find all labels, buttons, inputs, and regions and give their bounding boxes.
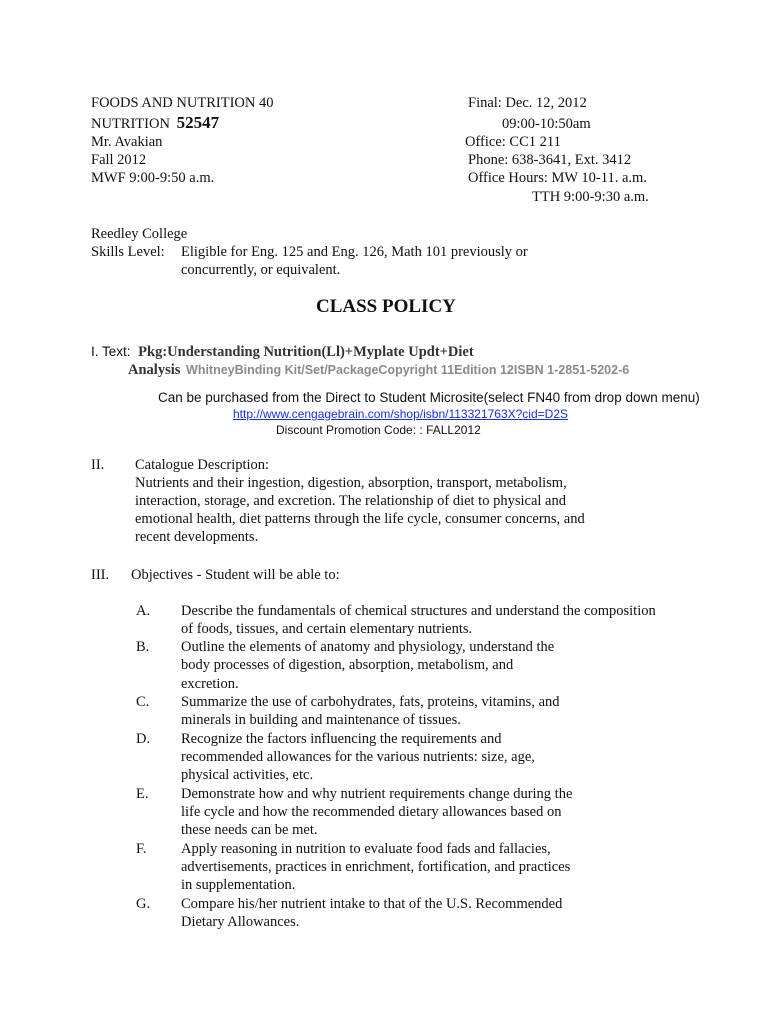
objective-line: these needs can be met. — [181, 822, 318, 838]
catalogue-line: Nutrients and their ingestion, digestion, absorption, transport, metabolism, — [135, 475, 567, 491]
phone: Phone: 638-3641, Ext. 3412 — [468, 152, 632, 168]
cengage-link[interactable]: http://www.cengagebrain.com/shop/isbn/113321763X?cid=D2S — [233, 407, 568, 421]
section-numeral-iii: III. — [91, 567, 110, 583]
objective-line: of foods, tissues, and certain elementary nutrients. — [181, 621, 473, 637]
objective-line: recommended allowances for the various nutrients: size, age, — [181, 749, 535, 765]
objective-line: physical activities, etc. — [181, 767, 314, 783]
college-name: Reedley College — [91, 226, 188, 242]
objective-line: Apply reasoning in nutrition to evaluate food fads and fallacies, — [181, 841, 551, 857]
skills-label: Skills Level: — [91, 244, 165, 260]
objective-line: minerals in building and maintenance of tissues. — [181, 712, 461, 728]
objective-letter: B. — [136, 639, 150, 655]
office-hours: Office Hours: MW 10-11. a.m. — [468, 170, 647, 186]
final-exam-date: Final: Dec. 12, 2012 — [468, 95, 587, 111]
course-title: FOODS AND NUTRITION 40 — [91, 95, 274, 111]
objective-line: life cycle and how the recommended dietary allowances based on — [181, 804, 562, 820]
catalogue-line: interaction, storage, and excretion. The relationship of diet to physical and — [135, 493, 566, 509]
text-line — [91, 343, 474, 361]
office-location: Office: CC1 211 — [465, 134, 561, 150]
office-hours-tth: TTH 9:00-9:30 a.m. — [532, 189, 649, 205]
book-line-2 — [128, 361, 629, 379]
instructor: Mr. Avakian — [91, 134, 163, 150]
purchase-note: Can be purchased from the Direct to Student Microsite(select FN40 from drop down menu) — [158, 390, 700, 405]
text-label: I. Text: — [91, 344, 131, 359]
objective-letter: C. — [136, 694, 150, 710]
objective-letter: A. — [136, 603, 151, 619]
objective-line: Outline the elements of anatomy and physiology, understand the — [181, 639, 555, 655]
catalogue-heading: Catalogue Description: — [135, 457, 270, 473]
book-title-cont: Analysis — [128, 362, 181, 378]
objective-line: Recognize the factors influencing the requirements and — [181, 731, 502, 747]
objective-line: Dietary Allowances. — [181, 914, 300, 930]
book-meta: WhitneyBinding Kit/Set/PackageCopyright 11Edition 12ISBN 1-2851-5202-6 — [186, 363, 630, 377]
catalogue-line: recent developments. — [135, 529, 259, 545]
objective-line: in supplementation. — [181, 877, 296, 893]
objective-line: advertisements, practices in enrichment, fortification, and practices — [181, 859, 571, 875]
page-title: CLASS POLICY — [316, 296, 456, 317]
objective-line: Describe the fundamentals of chemical structures and understand the composition — [181, 603, 656, 619]
nutrition-line — [91, 114, 219, 133]
objective-line: Demonstrate how and why nutrient requirements change during the — [181, 786, 573, 802]
nutrition-label: NUTRITION — [91, 116, 170, 132]
objective-line: excretion. — [181, 676, 239, 692]
class-schedule: MWF 9:00-9:50 a.m. — [91, 170, 215, 186]
objective-letter: F. — [136, 841, 147, 857]
objectives-heading: Objectives - Student will be able to: — [131, 567, 340, 583]
objective-line: Summarize the use of carbohydrates, fats, proteins, vitamins, and — [181, 694, 560, 710]
skills-line-2: concurrently, or equivalent. — [181, 262, 341, 278]
skills-line-1: Eligible for Eng. 125 and Eng. 126, Math 101 previously or — [181, 244, 528, 260]
objective-letter: E. — [136, 786, 149, 802]
course-number: 52547 — [176, 113, 220, 132]
objective-line: Compare his/her nutrient intake to that of the U.S. Recommended — [181, 896, 563, 912]
promo-code: Discount Promotion Code: : FALL2012 — [276, 423, 481, 437]
term: Fall 2012 — [91, 152, 147, 168]
objective-letter: D. — [136, 731, 151, 747]
catalogue-line: emotional health, diet patterns through the life cycle, consumer concerns, and — [135, 511, 585, 527]
section-numeral-ii: II. — [91, 457, 105, 473]
objective-letter: G. — [136, 896, 151, 912]
objective-line: body processes of digestion, absorption, metabolism, and — [181, 657, 514, 673]
final-exam-time: 09:00-10:50am — [502, 116, 591, 132]
book-title: Pkg:Understanding Nutrition(Ll)+Myplate Updt+Diet — [138, 344, 474, 360]
